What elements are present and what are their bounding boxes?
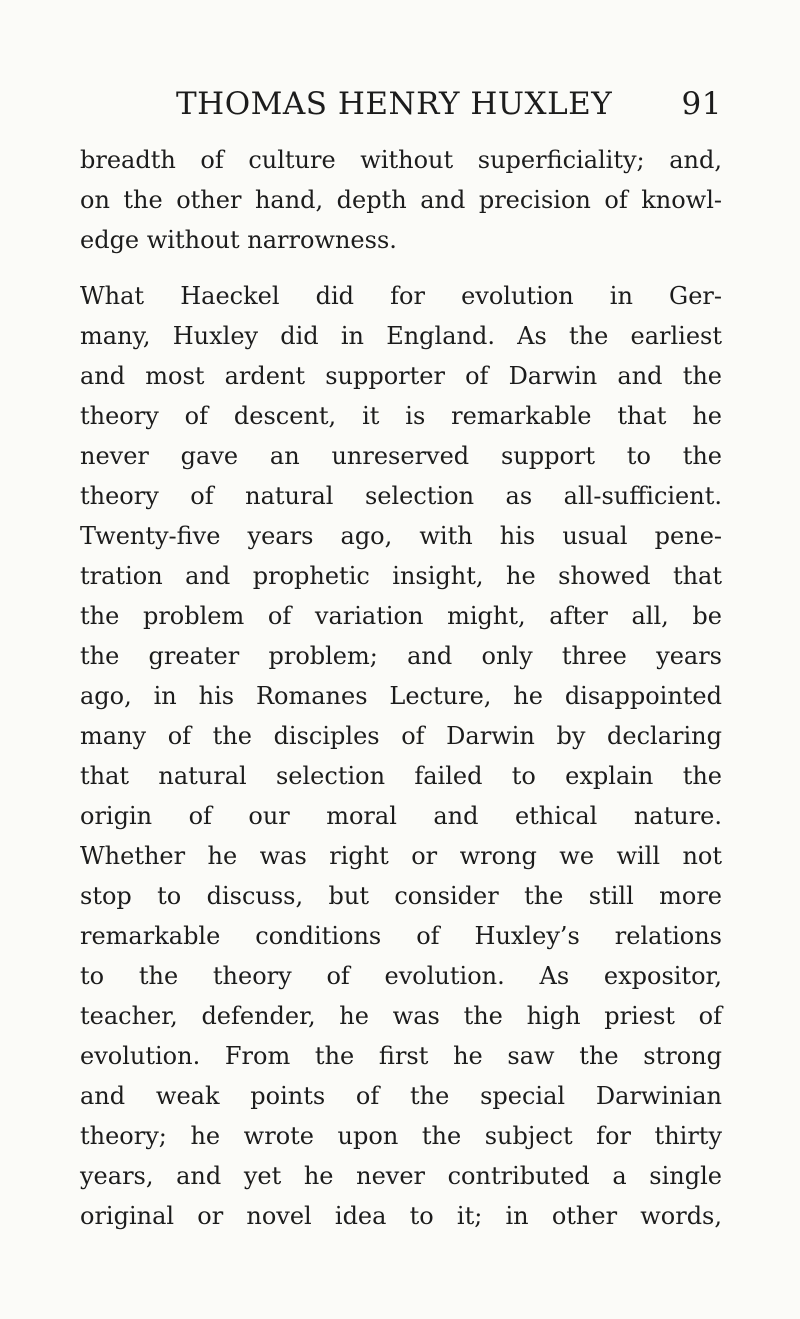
- text-line: on the other hand, depth and precision of knowl-: [80, 186, 722, 214]
- text-line: many, Huxley did in England. As the earliest: [80, 322, 722, 350]
- text-line: years, and yet he never contributed a single: [80, 1162, 722, 1190]
- text-line: What Haeckel did for evolution in Ger-: [80, 282, 722, 310]
- text-line: never gave an unreserved support to the: [80, 442, 722, 470]
- page-number: 91: [681, 86, 722, 122]
- text-line: and weak points of the special Darwinian: [80, 1082, 722, 1110]
- text-line: Whether he was right or wrong we will not: [80, 842, 722, 870]
- text-line: theory; he wrote upon the subject for thirty: [80, 1122, 722, 1150]
- text-line: to the theory of evolution. As expositor,: [80, 962, 722, 990]
- body-text: [80, 140, 722, 1236]
- text-line: remarkable conditions of Huxley’s relations: [80, 922, 722, 950]
- paragraph-gap: [80, 260, 722, 276]
- paragraph-2: [80, 276, 722, 1236]
- text-line: teacher, defender, he was the high priest of: [80, 1002, 722, 1030]
- running-head-title: THOMAS HENRY HUXLEY: [176, 86, 613, 122]
- text-line: origin of our moral and ethical nature.: [80, 802, 722, 830]
- text-line: ago, in his Romanes Lecture, he disappointed: [80, 682, 722, 710]
- text-line: the problem of variation might, after all, be: [80, 602, 722, 630]
- text-line: stop to discuss, but consider the still more: [80, 882, 722, 910]
- running-head: [176, 86, 722, 126]
- text-line: Twenty-five years ago, with his usual pene-: [80, 522, 722, 550]
- text-line: that natural selection failed to explain the: [80, 762, 722, 790]
- text-line: many of the disciples of Darwin by declaring: [80, 722, 722, 750]
- text-line: and most ardent supporter of Darwin and the: [80, 362, 722, 390]
- text-line: evolution. From the first he saw the strong: [80, 1042, 722, 1070]
- text-line: breadth of culture without superficiality; and,: [80, 146, 722, 174]
- text-line: original or novel idea to it; in other words,: [80, 1202, 722, 1230]
- text-line: edge without narrowness.: [80, 226, 397, 254]
- text-line: tration and prophetic insight, he showed that: [80, 562, 722, 590]
- text-line: theory of descent, it is remarkable that he: [80, 402, 722, 430]
- text-line: the greater problem; and only three years: [80, 642, 722, 670]
- paragraph-1: [80, 140, 722, 260]
- text-line: theory of natural selection as all-sufficient.: [80, 482, 722, 510]
